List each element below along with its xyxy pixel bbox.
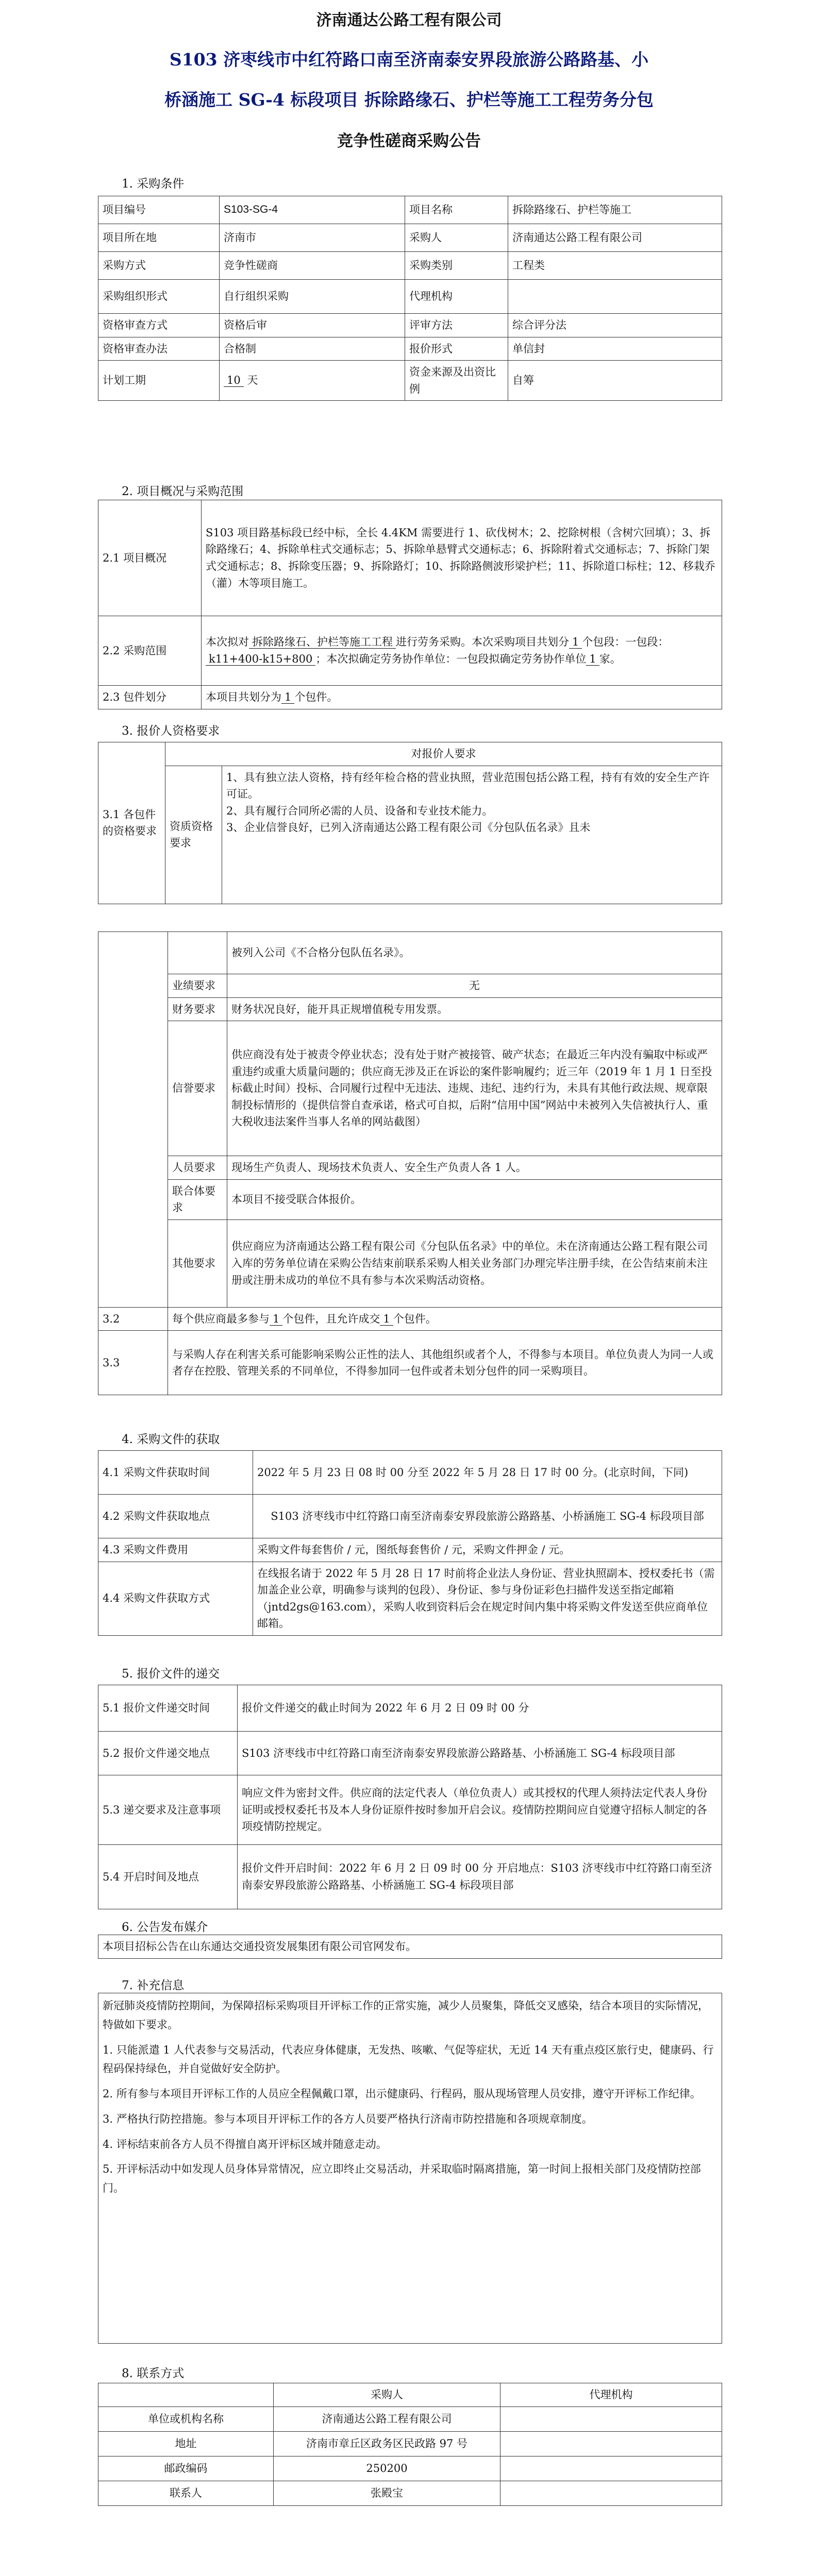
table-row	[98, 1021, 722, 1156]
section-7-heading: 7. 补充信息	[122, 1979, 185, 1992]
cell-value: 竞争性磋商	[220, 252, 405, 280]
cell-label: 地址	[98, 2432, 274, 2456]
submission-table	[98, 1685, 722, 1909]
section-3-2-text	[168, 1307, 722, 1331]
cell-label: 财务要求	[168, 997, 227, 1021]
cell-label: 4.4 采购文件获取方式	[98, 1562, 253, 1635]
section-6-heading: 6. 公告发布媒介	[122, 1921, 208, 1934]
table-row	[98, 932, 722, 974]
requirements-header: 对报价人要求	[165, 742, 722, 766]
cell-label	[168, 932, 227, 974]
cell-label: 5.4 开启时间及地点	[98, 1845, 238, 1909]
procurement-scope-text	[202, 616, 722, 686]
cell-value: 单信封	[508, 337, 722, 361]
cell-spacer	[98, 932, 168, 1308]
table-row	[98, 2383, 722, 2407]
table-row	[98, 616, 722, 686]
paragraph: 3. 严格执行防控措施。参与本项目开评标工作的各方人员要严格执行济南市防控措施和各项规章制度。	[103, 2112, 593, 2125]
chainage: k11+400-k15+800	[206, 653, 315, 666]
cell-label: 4.1 采购文件获取时间	[98, 1451, 253, 1495]
cell-label: 5.3 递交要求及注意事项	[98, 1775, 238, 1845]
staff-value: 现场生产负责人、现场技术负责人、安全生产负责人各 1 人。	[227, 1156, 722, 1180]
table-row	[98, 2481, 722, 2506]
cell-label: 资格审查方式	[98, 314, 220, 337]
table-row	[98, 337, 722, 361]
cell-value: 自行组织采购	[220, 280, 405, 314]
table-row	[98, 1495, 722, 1538]
unit-count: 1	[586, 653, 599, 666]
acquisition-time: 2022 年 5 月 23 日 08 时 00 分至 2022 年 5 月 28 日 17 时 00 分。(北京时间，下同)	[253, 1451, 722, 1495]
table-row	[98, 1732, 722, 1775]
plan-days: 10	[224, 374, 244, 387]
text: 本项目共划分为	[206, 691, 281, 703]
project-overview-table	[98, 500, 722, 709]
package-total: 1	[281, 691, 294, 704]
cell-label: 其他要求	[168, 1219, 227, 1307]
cell-label: 采购类别	[405, 252, 508, 280]
cell-value: 250200	[274, 2456, 500, 2481]
text: ；本次拟确定劳务协作单位：一包段拟确定劳务协作单位	[315, 653, 587, 665]
section-4-heading: 4. 采购文件的获取	[122, 1433, 220, 1446]
table-row	[98, 1775, 722, 1845]
max-packages: 1	[270, 1313, 282, 1326]
notice-subtitle: 竞争性磋商采购公告	[337, 132, 481, 150]
table-row	[98, 196, 722, 224]
text: 本次拟对	[206, 636, 249, 649]
paragraph: 2. 所有参与本项目开评标工作的人员应全程佩戴口罩，出示健康码、行程码，服从现场管理人员安排，遵守开评标工作纪律。	[103, 2088, 701, 2100]
text: 个包件。	[294, 691, 338, 703]
cell-value: 济南市章丘区政务区民政路 97 号	[274, 2432, 500, 2456]
cell-label: 报价形式	[405, 337, 508, 361]
cell-label: 项目编号	[98, 196, 220, 224]
publication-media-text: 本项目招标公告在山东通达交通投资发展集团有限公司官网发布。	[98, 1935, 722, 1959]
plan-duration-label: 计划工期	[98, 361, 220, 401]
opening-time-place: 报价文件开启时间：2022 年 6 月 2 日 09 时 00 分 开启地点：S103 济枣线市中红符路口南至济南泰安界段旅游公路路基、小桥涵施工 SG-4 标段项目部	[238, 1845, 722, 1909]
cell-value: 工程类	[508, 252, 722, 280]
cell-label: 代理机构	[405, 280, 508, 314]
documents-acquisition-table	[98, 1450, 722, 1636]
section-5-heading: 5. 报价文件的递交	[122, 1667, 220, 1681]
column-header-agent: 代理机构	[500, 2383, 722, 2407]
section-2-heading: 2. 项目概况与采购范围	[122, 485, 244, 498]
cell-label: 3.1 各包件的资格要求	[98, 742, 165, 904]
table-row	[98, 224, 722, 252]
submission-deadline: 报价文件递交的截止时间为 2022 年 6 月 2 日 09 时 00 分	[238, 1685, 722, 1732]
table-row	[98, 1179, 722, 1219]
cell-label: 4.2 采购文件获取地点	[98, 1495, 253, 1538]
package-count: 1	[569, 636, 582, 649]
cell-value	[500, 2481, 722, 2506]
submission-place: S103 济枣线市中红符路口南至济南泰安界段旅游公路路基、小桥涵施工 SG-4 标段项目部	[238, 1732, 722, 1775]
cell-label: 2.1 项目概况	[98, 500, 202, 616]
section-8-heading: 8. 联系方式	[122, 2367, 185, 2380]
table-row	[98, 997, 722, 1021]
table-row	[98, 2407, 722, 2432]
text: 个包件，且允许成交	[282, 1312, 380, 1325]
consortium-value: 本项目不接受联合体报价。	[227, 1179, 722, 1219]
cell-value: 综合评分法	[508, 314, 722, 337]
table-row	[98, 500, 722, 616]
paragraph: 1. 只能派遣 1 人代表参与交易活动，代表应身体健康，无发热、咳嗽、气促等症状，无近 14 天有重点疫区旅行史，健康码、行程码保持绿色，并自觉做好安全防护。	[103, 2043, 714, 2075]
table-row	[98, 1935, 722, 1959]
qualification-table-part1	[98, 742, 722, 904]
cell-value: 拆除路缘石、护栏等施工	[508, 196, 722, 224]
cell-label: 资格审查办法	[98, 337, 220, 361]
acquisition-method: 在线报名请于 2022 年 5 月 28 日 17 时前将企业法人身份证、营业执照副本、授权委托书（需加盖企业公章，明确参与谈判的包段）、身份证、参与身份证彩色扫描件发送至指定邮箱（jntd2gs@163.com），采购人收到资料后会在规定时间内集中将采购文件发送至供应商单位邮箱。	[253, 1562, 722, 1635]
cell-label: 3.2	[98, 1307, 168, 1331]
table-row	[98, 361, 722, 401]
title-line-1: S103 济枣线市中红符路口南至济南泰安界段旅游公路路基、小	[169, 49, 649, 70]
table-row	[98, 1685, 722, 1732]
procurement-conditions-table	[98, 196, 722, 401]
table-row	[98, 974, 722, 998]
table-row	[98, 280, 722, 314]
package-division-text	[202, 686, 722, 709]
table-row	[98, 1562, 722, 1635]
cell-label: 邮政编码	[98, 2456, 274, 2481]
cell-label: 2.3 包件划分	[98, 686, 202, 709]
cell-value	[508, 280, 722, 314]
performance-value: 无	[227, 974, 722, 998]
table-row	[98, 1219, 722, 1307]
cell-value: 张殿宝	[274, 2481, 500, 2506]
table-row	[98, 1538, 722, 1562]
list-item: 1、具有独立法人资格，持有经年检合格的营业执照，营业范围包括公路工程，持有有效的安全生产许可证。	[226, 771, 710, 801]
cell-label: 采购方式	[98, 252, 220, 280]
table-row	[98, 1845, 722, 1909]
qualification-requirements	[222, 766, 722, 904]
cell-spacer	[98, 2383, 274, 2407]
section-1-heading: 1. 采购条件	[122, 177, 185, 191]
section-3-heading: 3. 报价人资格要求	[122, 724, 220, 738]
scope-name: 拆除路缘石、护栏等施工工程	[249, 636, 396, 649]
cell-label: 2.2 采购范围	[98, 616, 202, 686]
cell-value: S103-SG-4	[220, 196, 405, 224]
table-row	[98, 1331, 722, 1395]
table-row	[98, 1307, 722, 1331]
table-row	[98, 1993, 722, 2344]
paragraph: 5. 开评标活动中如发现人员身体异常情况，应立即终止交易活动，并采取临时隔离措施，第一时间上报相关部门及疫情防控部门。	[103, 2163, 701, 2194]
cell-label: 联系人	[98, 2481, 274, 2506]
cell-label: 5.2 报价文件递交地点	[98, 1732, 238, 1775]
cell-label: 采购组织形式	[98, 280, 220, 314]
cell-value: 济南市	[220, 224, 405, 252]
contact-table	[98, 2383, 722, 2506]
cell-value: 济南通达公路工程有限公司	[508, 224, 722, 252]
cell-label: 业绩要求	[168, 974, 227, 998]
company-name: 济南通达公路工程有限公司	[316, 11, 502, 29]
list-item: 3、企业信誉良好，已列入济南通达公路工程有限公司《分包队伍名录》且未	[226, 821, 591, 834]
cell-value: 合格制	[220, 337, 405, 361]
credit-value: 供应商没有处于被责令停业状态；没有处于财产被接管、破产状态；在最近三年内没有骗取中标或严重违约或重大质量问题的；供应商无涉及正在诉讼的案件影响履约；近三年（2019 年 1 月 1 日至投标截止时间）投标、合同履行过程中无违法、违规、违纪、违约行为，未具有其他行政法规、规章限制投标情形的（提供信誉自查承诺，格式可自拟，后附“信用中国”网站中未被列入失信被执行人、重大税收违法案件当事人名单的网站截图）	[227, 1021, 722, 1156]
cell-value	[500, 2407, 722, 2432]
supplementary-info	[98, 1993, 722, 2344]
cell-label: 采购人	[405, 224, 508, 252]
cell-label: 项目所在地	[98, 224, 220, 252]
text: 每个供应商最多参与	[172, 1312, 270, 1325]
fund-source-value: 自筹	[508, 361, 722, 401]
plan-duration-value	[220, 361, 405, 401]
table-row	[98, 252, 722, 280]
table-row	[98, 742, 722, 766]
column-header-buyer: 采购人	[274, 2383, 500, 2407]
fund-source-label: 资金来源及出资比例	[405, 361, 508, 401]
text: 家。	[599, 653, 621, 665]
cell-value	[500, 2432, 722, 2456]
section-3-3-text: 与采购人存在利害关系可能影响采购公正性的法人、其他组织或者个人，不得参与本项目。单位负责人为同一人或者存在控股、管理关系的不同单位，不得参加同一包件或者未划分包件的同一采购项目。	[168, 1331, 722, 1395]
table-row	[98, 1451, 722, 1495]
cell-label: 3.3	[98, 1331, 168, 1395]
other-requirements-value: 供应商应为济南通达公路工程有限公司《分包队伍名录》中的单位。未在济南通达公路工程有限公司入库的劳务单位请在采购公告结束前联系采购人相关业务部门办理完毕注册手续，在公告结束前未注册或注册未成功的单位不具有参与本次采购活动资格。	[227, 1219, 722, 1307]
cell-value: 济南通达公路工程有限公司	[274, 2407, 500, 2432]
cell-label: 评审方法	[405, 314, 508, 337]
paragraph: 新冠肺炎疫情防控期间，为保障招标采购项目开评标工作的正常实施，减少人员聚集，降低交叉感染，结合本项目的实际情况，特做如下要求。	[103, 1999, 709, 2031]
supplementary-info-table	[98, 1993, 722, 2344]
project-overview-text: S103 项目路基标段已经中标，全长 4.4KM 需要进行 1、砍伐树木；2、挖除树根（含树穴回填）；3、拆除路缘石；4、拆除单柱式交通标志；5、拆除单悬臂式交通标志；6、拆除附着式交通标志；7、拆除门架式交通标志；8、拆除变压器；9、拆除路灯；10、拆除路侧波形梁护栏；11、拆除道口标柱；12、移栽乔（灌）木等项目施工。	[202, 500, 722, 616]
awarded-packages: 1	[380, 1313, 393, 1326]
qualification-continued: 被列入公司《不合格分包队伍名录》。	[227, 932, 722, 974]
table-row	[98, 2432, 722, 2456]
cell-value	[500, 2456, 722, 2481]
text: 个包段：一包段：	[582, 636, 669, 649]
table-row	[98, 1156, 722, 1180]
submission-requirements: 响应文件为密封文件。供应商的法定代表人（单位负责人）或其授权的代理人须持法定代表人身份证明或授权委托书及本人身份证原件按时参加开启会议。疫情防控期间应自觉遵守招标人制定的各项疫情防控规定。	[238, 1775, 722, 1845]
cell-label: 信誉要求	[168, 1021, 227, 1156]
table-row	[98, 2456, 722, 2481]
cell-label: 联合体要求	[168, 1179, 227, 1219]
cell-label: 人员要求	[168, 1156, 227, 1180]
table-row	[98, 686, 722, 709]
text: 个包件。	[393, 1312, 437, 1325]
cell-label: 资质资格要求	[165, 766, 222, 904]
financial-value: 财务状况良好，能开具正规增值税专用发票。	[227, 997, 722, 1021]
table-row	[98, 766, 722, 904]
cell-label: 5.1 报价文件递交时间	[98, 1685, 238, 1732]
list-item: 2、具有履行合同所必需的人员、设备和专业技术能力。	[226, 804, 493, 817]
cell-label: 单位或机构名称	[98, 2407, 274, 2432]
qualification-table-part2	[98, 931, 722, 1395]
media-table	[98, 1935, 722, 1959]
cell-label: 项目名称	[405, 196, 508, 224]
title-line-2: 桥涵施工 SG-4 标段项目 拆除路缘石、护栏等施工工程劳务分包	[164, 90, 654, 110]
cell-label: 4.3 采购文件费用	[98, 1538, 253, 1562]
text: 进行劳务采购。本次采购项目共划分	[396, 636, 569, 649]
cell-value: 资格后审	[220, 314, 405, 337]
acquisition-place: S103 济枣线市中红符路口南至济南泰安界段旅游公路路基、小桥涵施工 SG-4 标段项目部	[253, 1495, 722, 1538]
document-fee: 采购文件每套售价 / 元，图纸每套售价 / 元，采购文件押金 / 元。	[253, 1538, 722, 1562]
paragraph: 4. 评标结束前各方人员不得擅自离开评标区域并随意走动。	[103, 2138, 387, 2150]
plan-unit: 天	[247, 374, 258, 387]
table-row	[98, 314, 722, 337]
